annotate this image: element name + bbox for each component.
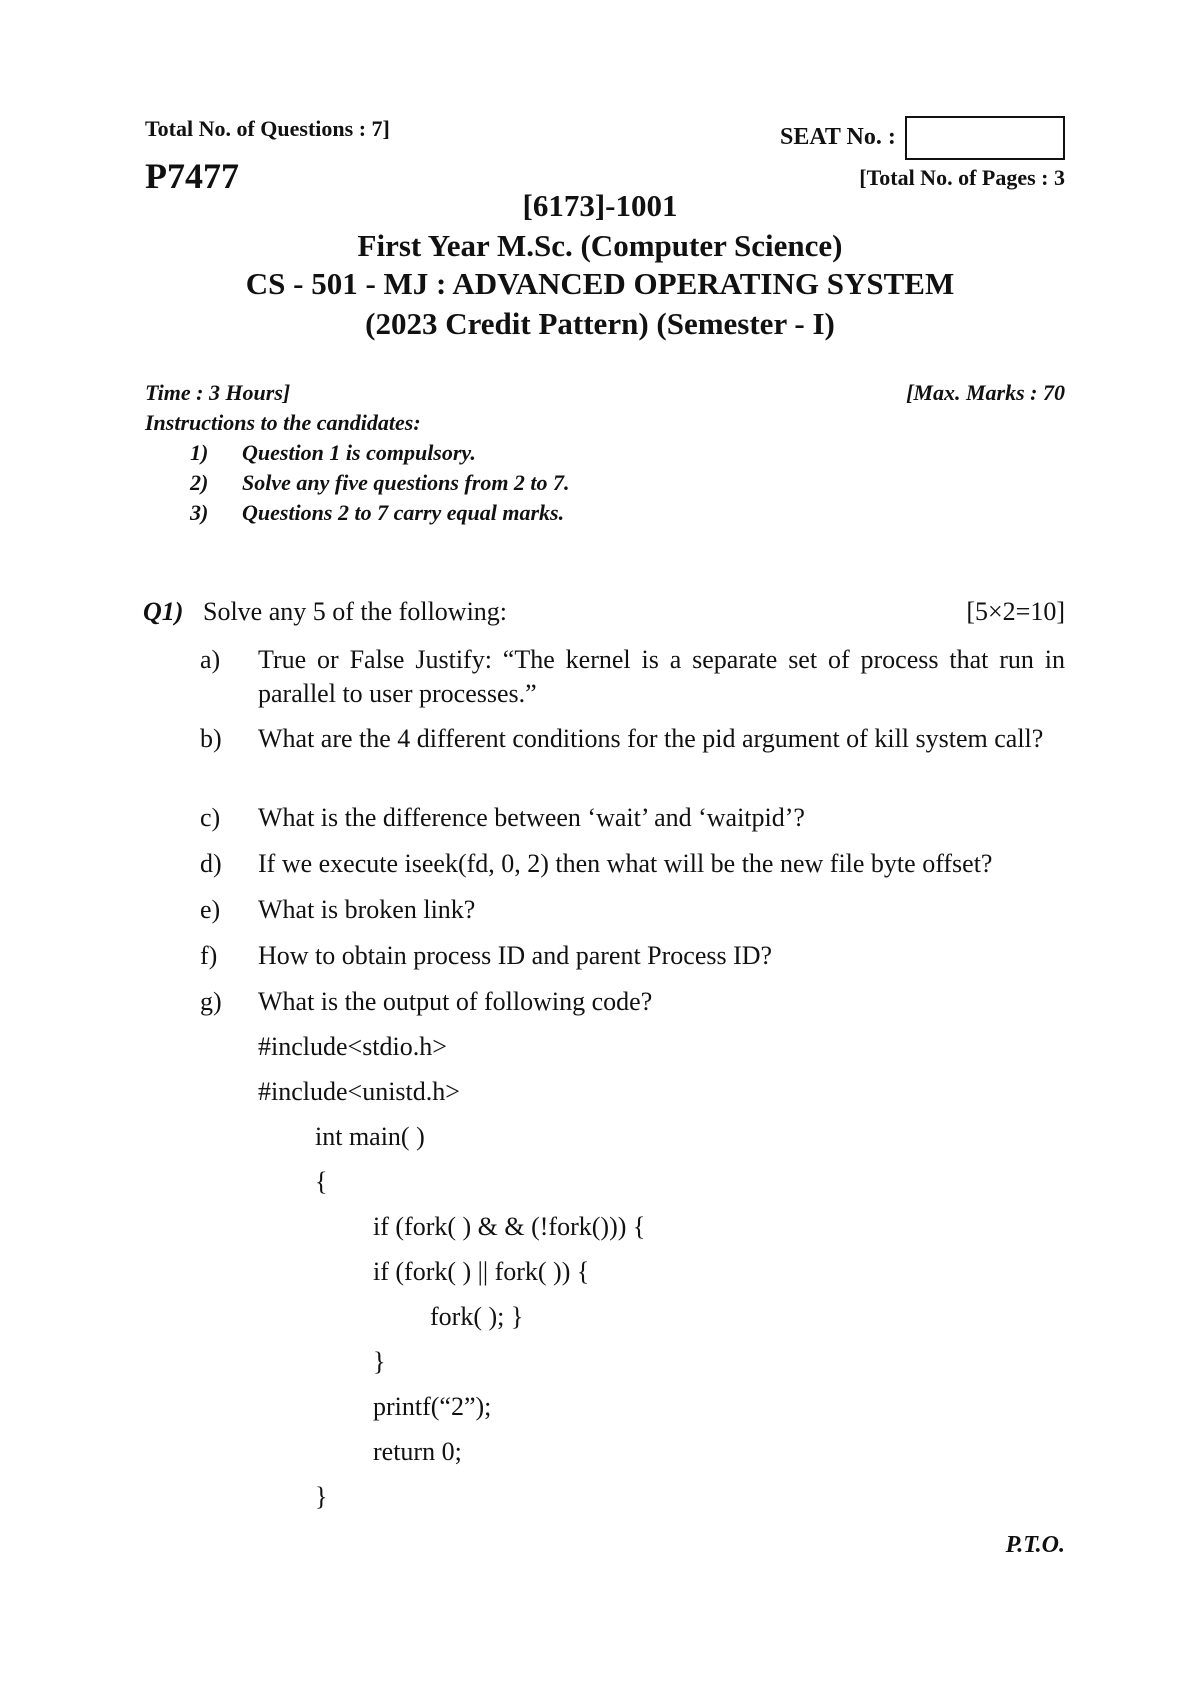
question-marks: [5×2=10] — [966, 597, 1065, 626]
course-title: CS - 501 - MJ : ADVANCED OPERATING SYSTEM — [245, 266, 955, 301]
code-line: } — [315, 1482, 328, 1511]
sub-question — [200, 847, 1065, 881]
instructions-title: Instructions to the candidates: — [145, 410, 421, 435]
code-line: printf(“2”); — [373, 1392, 492, 1421]
sub-question-letter: a) — [200, 645, 221, 674]
instruction-text: Question 1 is compulsory. — [242, 440, 476, 465]
sub-question-text: What is the output of following code? — [258, 987, 653, 1016]
instruction-number: 1) — [190, 440, 209, 465]
sub-question — [200, 722, 1065, 756]
instruction-text: Solve any five questions from 2 to 7. — [242, 470, 570, 495]
sub-question — [200, 939, 1065, 973]
seat-number-label: SEAT No. : — [780, 124, 896, 150]
program-title: First Year M.Sc. (Computer Science) — [357, 228, 843, 263]
sub-question-text: If we execute iseek(fd, 0, 2) then what will be the new file byte offset? — [258, 849, 993, 878]
exam-time: Time : 3 Hours] — [145, 380, 291, 405]
sub-question — [200, 643, 1065, 711]
sub-question-letter: e) — [200, 895, 221, 924]
instruction-number: 2) — [190, 470, 209, 495]
sub-question-letter: f) — [200, 941, 218, 970]
code-line: int main( ) — [315, 1122, 425, 1151]
sub-question-text: What is the difference between ‘wait’ and ‘waitpid’? — [258, 803, 805, 832]
code-line: #include<unistd.h> — [258, 1077, 460, 1106]
code-line: { — [315, 1167, 328, 1196]
total-pages: [Total No. of Pages : 3 — [859, 165, 1065, 190]
code-line: } — [373, 1347, 386, 1376]
code-line: #include<stdio.h> — [258, 1032, 447, 1061]
sub-question-text: What are the 4 different conditions for the pid argument of kill system call? — [258, 724, 1044, 753]
paper-code: P7477 — [145, 156, 239, 196]
sub-question — [200, 801, 1065, 835]
instruction-item — [190, 500, 564, 526]
seat-number-box — [905, 116, 1065, 160]
sub-question-letter: b) — [200, 724, 222, 753]
sub-question-letter: d) — [200, 849, 222, 878]
sub-question-letter: c) — [200, 803, 221, 832]
credit-pattern: (2023 Credit Pattern) (Semester - I) — [365, 306, 835, 341]
question-number: Q1) — [143, 597, 184, 626]
code-line: fork( ); } — [430, 1302, 524, 1331]
exam-code: [6173]-1001 — [522, 188, 678, 223]
instruction-number: 3) — [190, 500, 209, 525]
instruction-text: Questions 2 to 7 carry equal marks. — [242, 500, 565, 525]
sub-question-text: What is broken link? — [258, 895, 476, 924]
sub-question-text: True or False Justify: “The kernel is a separate set of process that run in parallel to user processes.” — [258, 645, 1065, 708]
sub-question-letter: g) — [200, 987, 222, 1016]
sub-question — [200, 985, 1065, 1019]
code-line: if (fork( ) || fork( )) { — [373, 1257, 590, 1286]
code-line: if (fork( ) & & (!fork())) { — [373, 1212, 646, 1241]
please-turn-over: P.T.O. — [1005, 1532, 1065, 1558]
question-text: Solve any 5 of the following: — [203, 597, 508, 626]
total-questions: Total No. of Questions : 7] — [145, 116, 390, 141]
code-line: return 0; — [373, 1437, 462, 1466]
instruction-item — [190, 470, 570, 496]
sub-question — [200, 893, 1065, 927]
instruction-item — [190, 440, 476, 466]
sub-question-text: How to obtain process ID and parent Process ID? — [258, 941, 773, 970]
max-marks: [Max. Marks : 70 — [906, 380, 1065, 405]
